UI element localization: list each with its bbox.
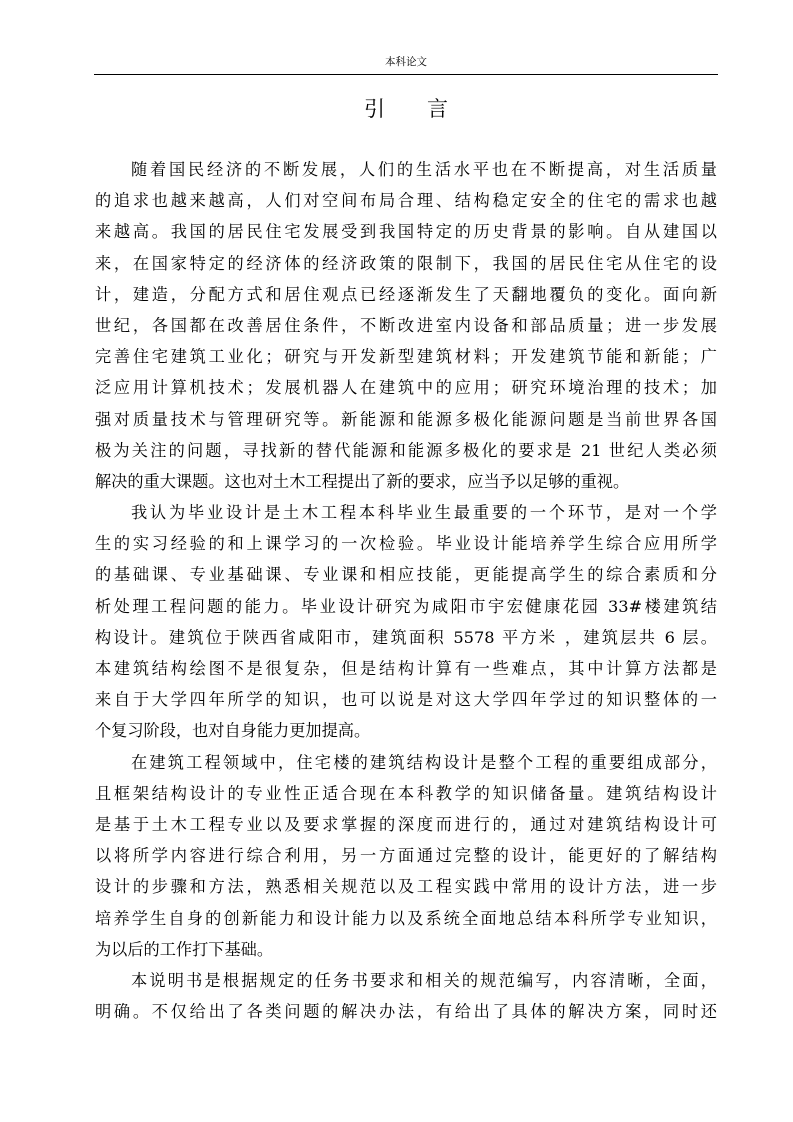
text-line: 世纪，各国都在改善居住条件，不断改进室内设备和部品质量；进一步发展 bbox=[95, 315, 717, 335]
text-line: 本建筑结构绘图不是很复杂，但是结构计算有一些难点，其中计算方法都是 bbox=[95, 659, 717, 678]
text-line: 且框架结构设计的专业性正适合现在本科教学的知识储备量。建筑结构设计 bbox=[95, 783, 717, 803]
body-text bbox=[95, 154, 717, 1027]
paragraph-4 bbox=[95, 965, 717, 1027]
text-line: 为以后的工作打下基础。 bbox=[95, 939, 274, 959]
text-line: 强对质量技术与管理研究等。新能源和能源多极化能源问题是当前世界各国 bbox=[95, 409, 717, 429]
paragraph-3 bbox=[95, 747, 717, 965]
page-title bbox=[94, 93, 718, 125]
text-line: 构设计。建筑位于陕西省咸阳市，建筑面积 5578 平方米 ，建筑层共 6 层。 bbox=[95, 627, 717, 647]
title-char-2: 言 bbox=[427, 97, 448, 121]
text-line: 明确。不仅给出了各类问题的解决办法，有给出了具体的解决方案，同时还 bbox=[95, 1002, 717, 1022]
text-line: 是基于土木工程专业以及要求掌握的深度而进行的，通过对建筑结构设计可 bbox=[95, 814, 717, 834]
page-header bbox=[94, 50, 718, 75]
text-line: 析处理工程问题的能力。毕业设计研究为咸阳市宇宏健康花园 33#楼建筑结 bbox=[95, 596, 717, 616]
text-line: 极为关注的问题，寻找新的替代能源和能源多极化的要求是 21 世纪人类必须 bbox=[95, 440, 717, 460]
text-line: 培养学生自身的创新能力和设计能力以及系统全面地总结本科所学专业知识， bbox=[95, 908, 717, 928]
text-line: 来，在国家特定的经济体的经济政策的限制下，我国的居民住宅从住宅的设 bbox=[95, 253, 717, 273]
text-line: 在建筑工程领域中，住宅楼的建筑结构设计是整个工程的重要组成部分， bbox=[131, 752, 717, 772]
header-text: 本科论文 bbox=[385, 56, 427, 68]
text-line: 计，建造，分配方式和居住观点已经逐渐发生了天翻地覆负的变化。面向新 bbox=[95, 284, 717, 304]
text-line: 的基础课、专业基础课、专业课和相应技能，更能提高学生的综合素质和分 bbox=[95, 565, 717, 585]
text-line: 本说明书是根据规定的任务书要求和相关的规范编写，内容清晰，全面， bbox=[131, 970, 717, 990]
text-line: 完善住宅建筑工业化；研究与开发新型建筑材料；开发建筑节能和新能；广 bbox=[95, 347, 717, 367]
text-line: 的追求也越来越高，人们对空间布局合理、结构稳定安全的住宅的需求也越 bbox=[95, 191, 717, 211]
text-line: 泛应用计算机技术；发展机器人在建筑中的应用；研究环境治理的技术；加 bbox=[95, 378, 717, 398]
text-line: 来自于大学四年所学的知识，也可以说是对这大学四年学过的知识整体的一 bbox=[95, 690, 717, 710]
text-line: 生的实习经验的和上课学习的一次检验。毕业设计能培养学生综合应用所学 bbox=[95, 534, 717, 554]
text-line: 解决的重大课题。这也对土木工程提出了新的要求，应当予以足够的重视。 bbox=[95, 471, 630, 491]
text-line: 设计的步骤和方法，熟悉相关规范以及工程实践中常用的设计方法，进一步 bbox=[95, 877, 717, 897]
title-char-1: 引 bbox=[364, 97, 385, 121]
text-line: 个复习阶段，也对自身能力更加提高。 bbox=[95, 721, 371, 741]
text-line: 以将所学内容进行综合利用，另一方面通过完整的设计，能更好的了解结构 bbox=[95, 846, 717, 866]
text-line: 来越高。我国的居民住宅发展受到我国特定的历史背景的影响。自从建国以 bbox=[95, 222, 717, 242]
paragraph-2 bbox=[95, 497, 717, 747]
paragraph-1 bbox=[95, 154, 717, 497]
text-line: 随着国民经济的不断发展，人们的生活水平也在不断提高，对生活质量 bbox=[131, 160, 717, 179]
text-line: 我认为毕业设计是土木工程本科毕业生最重要的一个环节，是对一个学 bbox=[131, 503, 717, 523]
